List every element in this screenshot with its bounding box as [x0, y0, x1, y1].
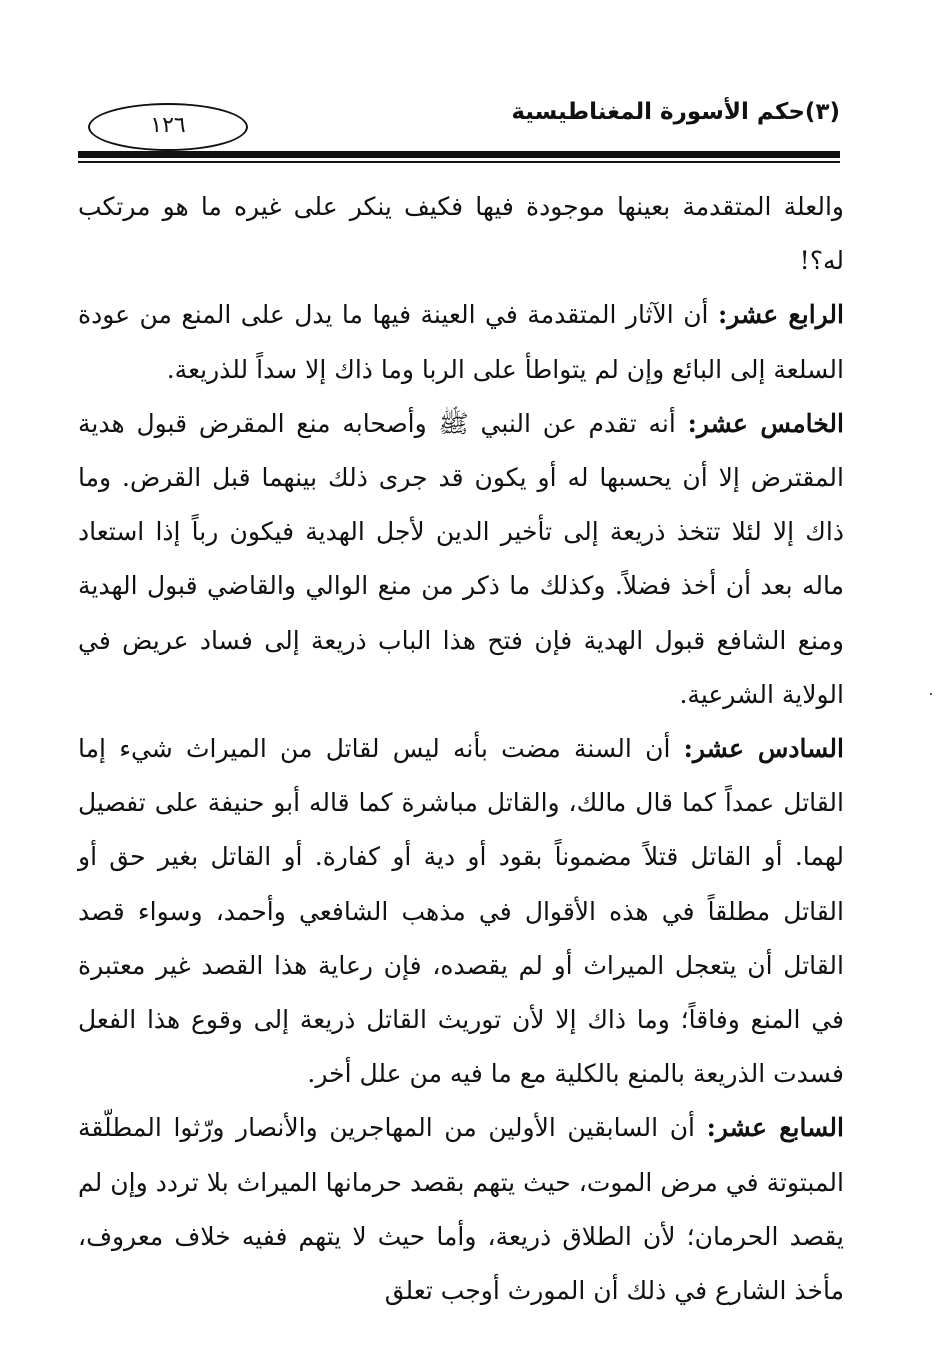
paragraph-sixteenth — [78, 722, 844, 1101]
paragraph-fifteenth — [78, 397, 844, 722]
scan-speck — [930, 693, 932, 695]
paragraph-lead: الرابع عشر: — [717, 300, 844, 330]
paragraph-continuation — [78, 180, 844, 288]
header-rule-thin — [78, 161, 840, 163]
header-rule-thick — [78, 151, 840, 158]
paragraph-lead: الخامس عشر: — [687, 408, 844, 438]
paragraph-text: أنه تقدم عن النبي ﷺ وأصحابه منع المقرض قبول هدية المقترض إلا أن يحسبها له أو يكون قد جرى ذلك بينهما قبل القرض. وما ذاك إلا لئلا تتخذ ذريعة إلى تأخير الدين لأجل الهدية فيكون رباً إذا استعاد ماله بعد أن أخذ فضلاً. وكذلك ما ذكر من منع الوالي والقاضي قبول الهدية ومنع الشافع قبول الهدية فإن فتح هذا الباب ذريعة إلى فساد عريض في الولاية الشرعية. — [78, 408, 844, 709]
page-header — [78, 85, 840, 165]
paragraph-lead: السادس عشر: — [683, 734, 844, 764]
paragraph-text: أن السابقين الأولين من المهاجرين والأنصار ورّثوا المطلّقة المبتوتة في مرض الموت، حيث يتهم بقصد حرمانها الميراث بلا تردد وإن لم يقصد الحرمان؛ لأن الطلاق ذريعة، وأما حيث لا يتهم ففيه خلاف معروف، مأخذ الشارع في ذلك أن المورث أوجب تعلق — [78, 1113, 844, 1306]
running-title: (٣)حكم الأسورة المغناطيسية — [511, 99, 840, 125]
paragraph-text: أن الآثار المتقدمة في العينة فيها ما يدل على المنع من عودة السلعة إلى البائع وإن لم يتواطأ على الربا وما ذاك إلا سداً للذريعة. — [78, 300, 844, 384]
paragraph-fourteenth — [78, 288, 844, 396]
page-number: ١٢٦ — [88, 103, 248, 151]
paragraph-lead: السابع عشر: — [706, 1113, 844, 1143]
body-text — [78, 180, 844, 1318]
paragraph-seventeenth — [78, 1101, 844, 1318]
paragraph-text: والعلة المتقدمة بعينها موجودة فيها فكيف ينكر على غيره ما هو مرتكب له؟! — [78, 192, 844, 276]
paragraph-text: أن السنة مضت بأنه ليس لقاتل من الميراث شيء إما القاتل عمداً كما قال مالك، والقاتل مباشرة كما قاله أبو حنيفة على تفصيل لهما. أو القاتل قتلاً مضموناً بقود أو دية أو كفارة. أو القاتل بغير حق أو القاتل مطلقاً في هذه الأقوال في مذهب الشافعي وأحمد، وسواء قصد القاتل أن يتعجل الميراث أو لم يقصده، فإن رعاية هذا القصد غير معتبرة في المنع وفاقاً؛ وما ذاك إلا لأن توريث القاتل ذريعة إلى وقوع هذا الفعل فسدت الذريعة بالمنع بالكلية مع ما فيه من علل أخر. — [78, 734, 844, 1089]
